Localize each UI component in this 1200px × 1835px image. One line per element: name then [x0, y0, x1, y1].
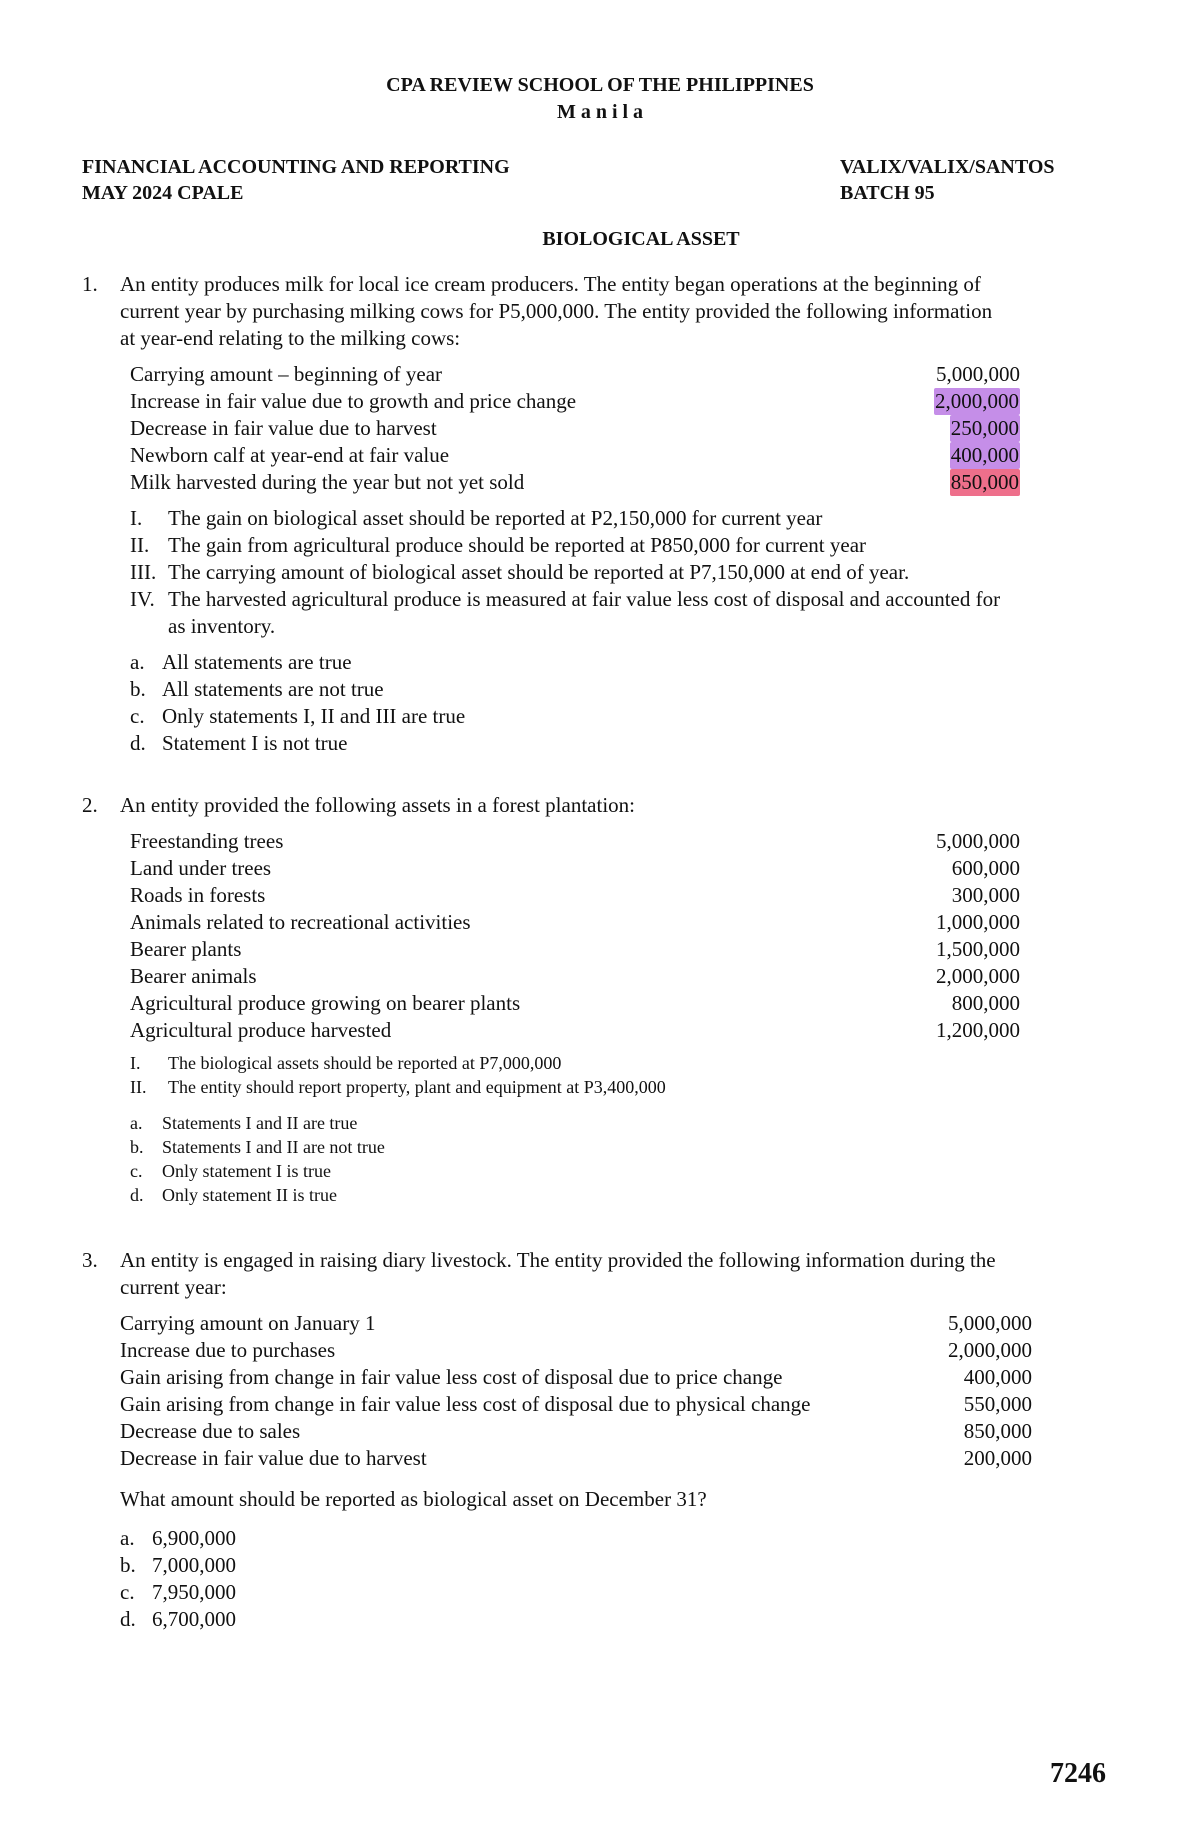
table-row	[130, 855, 1020, 882]
choice-text: Only statements I, II and III are true	[162, 704, 466, 728]
row-label: Gain arising from change in fair value less cost of disposal due to price change	[120, 1365, 783, 1389]
highlighted-value: 400,000	[950, 443, 1019, 467]
highlighted-value: 850,000	[950, 470, 1019, 494]
choice-letter: a.	[120, 1526, 135, 1550]
answer-choice[interactable]	[130, 1159, 1112, 1183]
batch: BATCH 95	[840, 182, 935, 204]
choice-letter: b.	[130, 677, 146, 701]
choice-text: 6,700,000	[152, 1607, 236, 1631]
table-row	[130, 442, 1020, 469]
question-2	[82, 792, 1112, 1207]
table-row	[120, 1337, 1032, 1364]
choice-text: Statement I is not true	[162, 731, 348, 755]
table-row	[130, 388, 1020, 415]
choice-text: 7,000,000	[152, 1553, 236, 1577]
statement-text: The gain from agricultural produce should be reported at P850,000 for current year	[168, 533, 867, 557]
answer-choice[interactable]	[120, 1525, 1112, 1552]
statement	[130, 532, 1112, 559]
choice-text: All statements are true	[162, 650, 352, 674]
question-text-line: current year by purchasing milking cows for P5,000,000. The entity provided the following information	[120, 299, 993, 323]
choice-text: 6,900,000	[152, 1526, 236, 1550]
choice-text: Statements I and II are not true	[162, 1137, 385, 1157]
choice-letter: c.	[130, 1161, 143, 1181]
statement	[130, 559, 1112, 586]
choice-text: Only statement II is true	[162, 1185, 337, 1205]
answer-choice[interactable]	[120, 1606, 1112, 1633]
choice-letter: a.	[130, 650, 145, 674]
row-label: Agricultural produce growing on bearer plants	[130, 991, 521, 1015]
topic-title: BIOLOGICAL ASSET	[542, 228, 740, 250]
question-text-line: current year:	[120, 1275, 227, 1299]
table-row	[120, 1418, 1032, 1445]
row-value: 400,000	[963, 1365, 1032, 1389]
statement-number: II.	[130, 533, 150, 557]
choice-letter: c.	[120, 1580, 135, 1604]
row-value: 1,000,000	[936, 910, 1020, 934]
answer-choice[interactable]	[130, 1135, 1112, 1159]
table-row	[120, 1391, 1032, 1418]
row-label: Gain arising from change in fair value less cost of disposal due to physical change	[120, 1392, 811, 1416]
row-label: Milk harvested during the year but not yet sold	[130, 470, 525, 494]
table-row	[130, 963, 1020, 990]
question-text-line: An entity is engaged in raising diary livestock. The entity provided the following information during the	[120, 1248, 996, 1272]
choice-text: Statements I and II are true	[162, 1113, 358, 1133]
q3-choices	[120, 1525, 1112, 1633]
row-label: Bearer animals	[130, 964, 257, 988]
statement	[130, 1075, 1112, 1099]
row-label: Decrease in fair value due to harvest	[120, 1446, 427, 1470]
answer-choice[interactable]	[130, 649, 1112, 676]
row-label: Newborn calf at year-end at fair value	[130, 443, 450, 467]
table-row	[130, 828, 1020, 855]
row-label: Increase in fair value due to growth and price change	[130, 389, 577, 413]
row-value: 850,000	[963, 1419, 1032, 1443]
row-value: 5,000,000	[936, 829, 1020, 853]
row-value: 1,200,000	[936, 1018, 1020, 1042]
statement-number: I.	[130, 506, 143, 530]
statement-number: III.	[130, 560, 157, 584]
question-1	[82, 271, 1112, 757]
question-3	[82, 1247, 1112, 1633]
row-value: 550,000	[963, 1392, 1032, 1416]
highlighted-value: 2,000,000	[935, 389, 1019, 413]
q1-data-table	[130, 361, 1020, 496]
answer-choice[interactable]	[130, 676, 1112, 703]
row-label: Freestanding trees	[130, 829, 284, 853]
row-label: Animals related to recreational activities	[130, 910, 471, 934]
question-text-line: An entity produces milk for local ice cream producers. The entity began operations at the beginning of	[120, 272, 981, 296]
page-number: 7246	[1050, 1758, 1106, 1789]
question-number: 2.	[82, 793, 98, 817]
statement-text: The harvested agricultural produce is measured at fair value less cost of disposal and accounted for	[168, 587, 1001, 611]
row-value: 600,000	[951, 856, 1020, 880]
choice-text: Only statement I is true	[162, 1161, 331, 1181]
school-name: CPA REVIEW SCHOOL OF THE PHILIPPINES	[386, 74, 814, 96]
row-value: 1,500,000	[936, 937, 1020, 961]
statement-text: as inventory.	[168, 614, 276, 638]
choice-letter: a.	[130, 1113, 143, 1133]
choice-letter: d.	[130, 731, 146, 755]
q2-statements	[130, 1051, 1112, 1099]
table-row	[130, 909, 1020, 936]
statement-number: II.	[130, 1077, 147, 1097]
row-label: Decrease in fair value due to harvest	[130, 416, 437, 440]
q1-choices	[130, 649, 1112, 757]
table-row	[120, 1445, 1032, 1472]
statement-text: The biological assets should be reported at P7,000,000	[168, 1053, 562, 1073]
authors: VALIX/VALIX/SANTOS	[840, 156, 1055, 178]
school-city: M a n i l a	[556, 101, 644, 123]
answer-choice[interactable]	[130, 703, 1112, 730]
table-row	[130, 361, 1020, 388]
table-row	[130, 1017, 1020, 1044]
statement-number: IV.	[130, 587, 155, 611]
answer-choice[interactable]	[120, 1579, 1112, 1606]
answer-choice[interactable]	[120, 1552, 1112, 1579]
row-value: 5,000,000	[936, 362, 1020, 386]
row-label: Carrying amount on January 1	[120, 1311, 376, 1335]
table-row	[120, 1364, 1032, 1391]
table-row	[130, 415, 1020, 442]
exam-title: MAY 2024 CPALE	[82, 182, 244, 204]
row-label: Bearer plants	[130, 937, 242, 961]
q2-data-table	[130, 828, 1020, 1044]
statement-text: The carrying amount of biological asset should be reported at P7,150,000 at end of year.	[168, 560, 910, 584]
row-value: 5,000,000	[948, 1311, 1032, 1335]
choice-text: 7,950,000	[152, 1580, 236, 1604]
highlighted-value: 250,000	[950, 416, 1019, 440]
statement-number: I.	[130, 1053, 141, 1073]
answer-choice[interactable]	[130, 730, 1112, 757]
row-label: Carrying amount – beginning of year	[130, 362, 443, 386]
row-value: 800,000	[951, 991, 1020, 1015]
table-row	[120, 1310, 1032, 1337]
q2-choices	[130, 1111, 1112, 1207]
answer-choice[interactable]	[130, 1183, 1112, 1207]
question-prompt: What amount should be reported as biological asset on December 31?	[120, 1487, 707, 1511]
statement	[130, 505, 1112, 532]
table-row	[130, 990, 1020, 1017]
row-value: 2,000,000	[936, 964, 1020, 988]
statement-text: The gain on biological asset should be reported at P2,150,000 for current year	[168, 506, 823, 530]
row-value: 2,000,000	[948, 1338, 1032, 1362]
table-row	[130, 936, 1020, 963]
row-label: Land under trees	[130, 856, 272, 880]
statement	[130, 1051, 1112, 1075]
question-text-line: at year-end relating to the milking cows:	[120, 326, 461, 350]
table-row	[130, 882, 1020, 909]
q3-data-table	[120, 1310, 1032, 1472]
statement	[130, 586, 1112, 613]
row-label: Agricultural produce harvested	[130, 1018, 392, 1042]
choice-text: All statements are not true	[162, 677, 384, 701]
choice-letter: d.	[130, 1185, 144, 1205]
choice-letter: b.	[120, 1553, 136, 1577]
row-label: Roads in forests	[130, 883, 266, 907]
question-text-line: An entity provided the following assets in a forest plantation:	[120, 793, 635, 817]
statement-text: The entity should report property, plant and equipment at P3,400,000	[168, 1077, 666, 1097]
question-number: 3.	[82, 1248, 98, 1272]
choice-letter: c.	[130, 704, 145, 728]
statement	[130, 613, 1112, 640]
row-value: 300,000	[951, 883, 1020, 907]
row-label: Decrease due to sales	[120, 1419, 301, 1443]
question-number: 1.	[82, 272, 98, 296]
row-label: Increase due to purchases	[120, 1338, 336, 1362]
row-value: 200,000	[963, 1446, 1032, 1470]
subject-title: FINANCIAL ACCOUNTING AND REPORTING	[82, 156, 510, 178]
q1-statements	[130, 505, 1112, 640]
answer-choice[interactable]	[130, 1111, 1112, 1135]
choice-letter: d.	[120, 1607, 136, 1631]
choice-letter: b.	[130, 1137, 144, 1157]
table-row	[130, 469, 1020, 496]
